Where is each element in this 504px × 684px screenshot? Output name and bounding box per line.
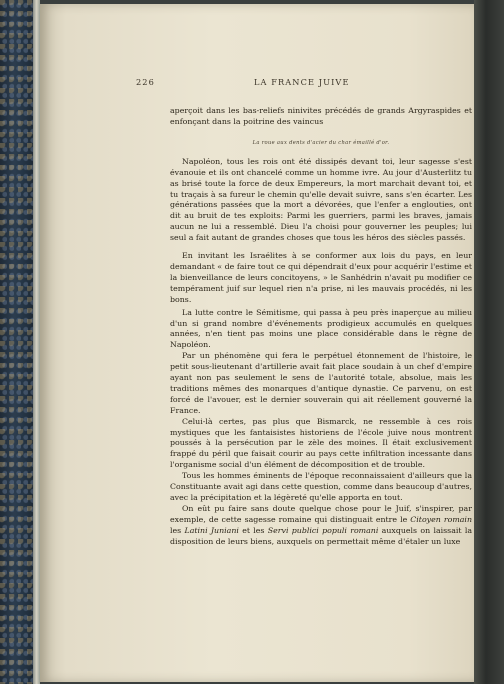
page-header (136, 77, 474, 91)
paragraph-constituante: Tous les hommes éminents de l'époque reconnaissaient d'ailleurs que la Constituante avait agi dans cette question, comme dans beaucoup d'autres, avec la précipitation et la légèreté qu'elle apporta en tout. (170, 471, 472, 502)
opening-lines: aperçoit dans les bas-reliefs ninivites précédés de grands Argyraspides et enfonçant dans la poitrine des vaincus (170, 106, 472, 126)
paragraph-romaine: On eût pu faire sans doute quelque chose pour le Juif, s'inspirer, par exemple, de cette sagesse romaine qui distinguait entre le Citoyen romain les Latini Juniani et les Servi publici populi romani auxquels on laissait la disposition de leurs biens, auxquels on permettait même d'étaler un luxe (170, 503, 473, 546)
page-number: 226 (136, 77, 155, 87)
body-text (170, 106, 472, 548)
paragraph-semitisme: La lutte contre le Sémitisme, qui passa à peu près inaperçue au milieu d'un si grand nombre d'événements prodigieux accumulés en quelques années, n'en tient pas moins une place considérable dans le règne de Napoléon. (170, 307, 472, 350)
paragraph-phenomene: Par un phénomène qui fera le perpétuel étonnement de l'histoire, le petit sous-lieutenant d'artillerie avait fait place soudain à un chef d'empire ayant non pas seulement le sens de l'autorité totale, absolue, mais les traditions mêmes des monarques d'antique dynastie. Ce parvenu, on est forcé de l'avouer, est le dernier souverain qui ait réellement gouverné la France. (170, 351, 472, 415)
background-margin (474, 0, 504, 684)
italic-caption: La roue aux dents d'acier du char émaillé d'or. (252, 139, 390, 146)
italic-citoyen-romain: Citoyen romain (410, 514, 472, 524)
italic-servi-publici: Servi publici populi romani (267, 525, 379, 535)
running-title: LA FRANCE JUIVE (254, 77, 350, 87)
italic-latini-juniani: Latini Juniani (184, 525, 239, 535)
paragraph-bismarck: Celui-là certes, pas plus que Bismarck, ne ressemble à ces rois mystiques que les fantaisistes historiens de l'école juive nous montrent poussés à la persécution par le zèle des moines. Il était exclusivement frappé du péril que faisait courir au pays cette infiltration incessante dans l'organisme social d'un élément de décomposition et de trouble. (170, 416, 472, 470)
paragraph-napoleon: Napoléon, tous les rois ont été dissipés devant toi, leur sagesse s'est évanouie et ils ont chancelé comme un homme ivre. Au jour d'Austerlitz tu as brisé toute la force de deux Empereurs, la mort marchait devant toi, et tu traçais à sa fureur le chemin qu'elle devait suivre, sans s'en écarter. Les générations passées que la mort a dévorées, que l'enfer a englouties, ont dit au bruit de tes exploits: Parmi les guerriers, parmi les braves, jamais aucun ne lui a ressemblé. Dieu l'a choisi pour gouverner les peuples; lui seul a fait autant de grandes choses que tous les héros des siècles passés. (170, 156, 472, 243)
page-edge (33, 0, 40, 684)
paragraph-sanhedrin: En invitant les Israélites à se conformer aux lois du pays, en leur demandant « de faire tout ce qui dépendrait d'eux pour acquérir l'estime et la bienveillance de leurs concitoyens, » le Sanhédrin n'avait pu modifier ce tempérament juif sur lequel rien n'a prise, ni les mauvais procédés, ni les bons. (170, 251, 472, 304)
